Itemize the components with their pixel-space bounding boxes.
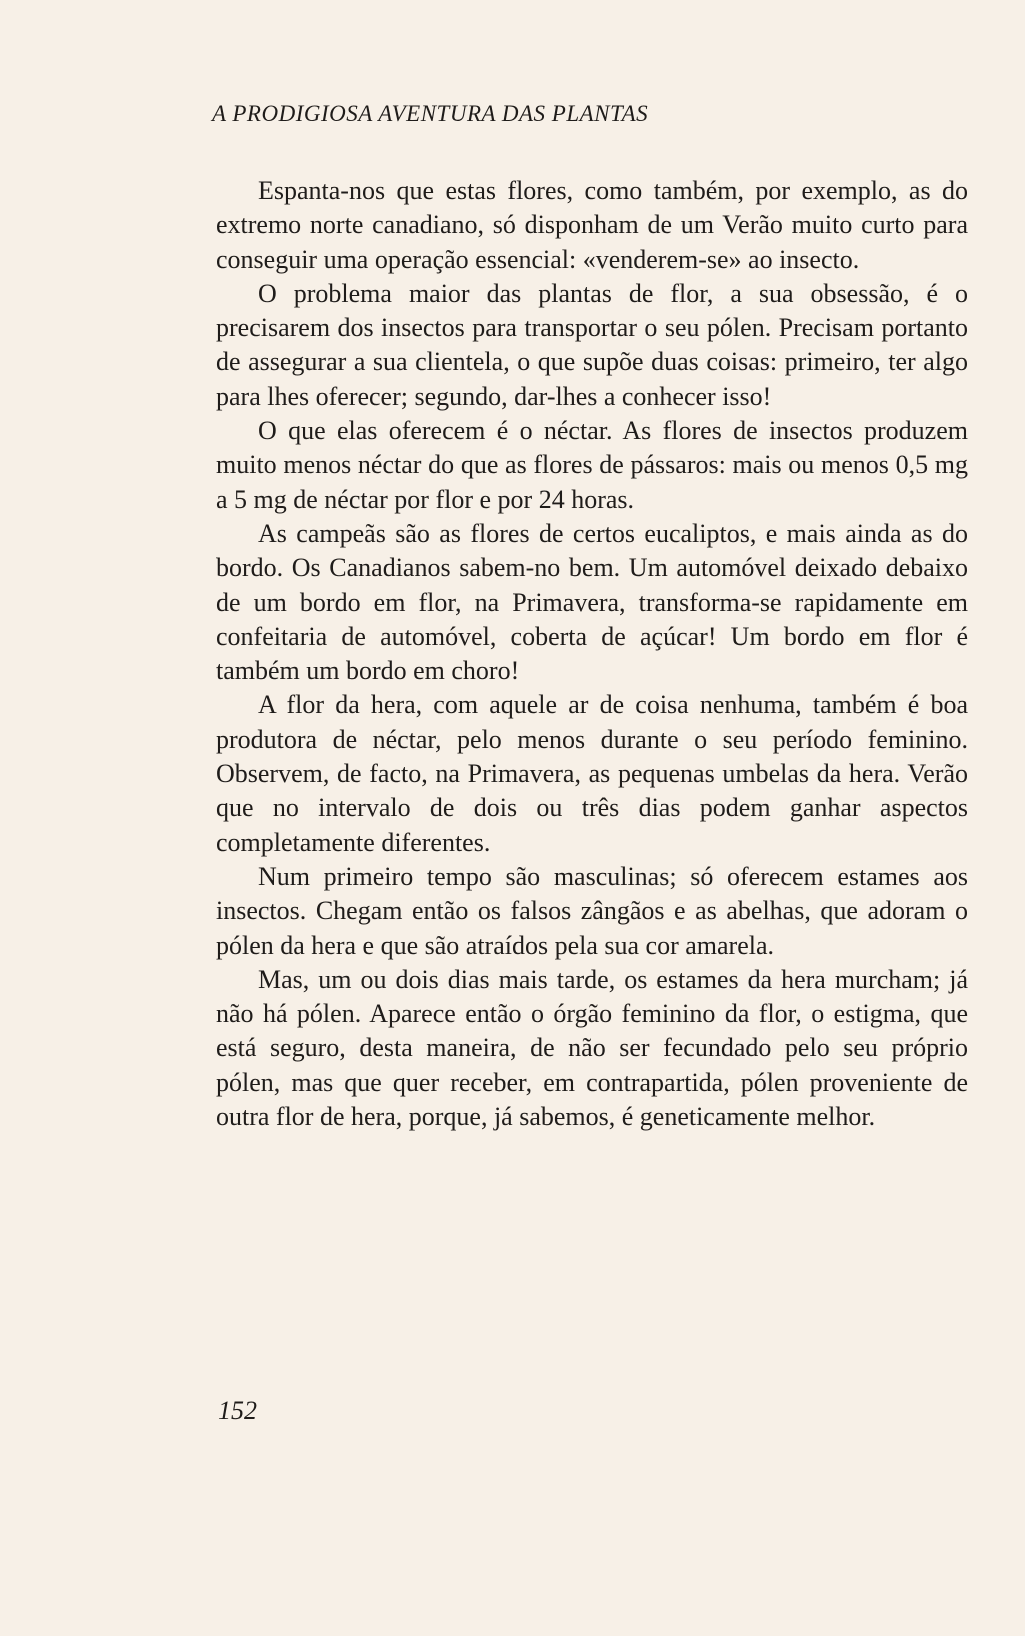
paragraph-5: A flor da hera, com aquele ar de coisa nenhuma, também é boa produtora de néctar, pelo menos durante o seu período feminino. Observem, de facto, na Primavera, as pequenas umbelas da hera. Verão que no intervalo de dois ou três dias podem ganhar aspectos completamente diferentes. [216, 690, 968, 857]
running-head: A PRODIGIOSA AVENTURA DAS PLANTAS [212, 101, 649, 126]
page-number: 152 [218, 1396, 257, 1425]
paragraph-1: Espanta-nos que estas flores, como também, por exemplo, as do extremo norte canadiano, só disponham de um Verão muito curto para conseguir uma operação essencial: «venderem-se» ao insecto. [216, 176, 968, 274]
paragraph-7: Mas, um ou dois dias mais tarde, os estames da hera murcham; já não há pólen. Aparece então o órgão feminino da flor, o estigma, que está seguro, desta maneira, de não ser fecundado pelo seu próprio pólen, mas que quer receber, em contrapartida, pólen proveniente de outra flor de hera, porque, já sabemos, é geneticamente melhor. [216, 964, 968, 1132]
paragraph-2: O problema maior das plantas de flor, a sua obsessão, é o precisarem dos insectos para transportar o seu pólen. Precisam portanto de assegurar a sua clientela, o que supõe duas coisas: primeiro, ter algo para lhes oferecer; segundo, dar-lhes a conhecer isso! [216, 278, 968, 411]
paragraph-3: O que elas oferecem é o néctar. As flores de insectos produzem muito menos néctar do que as flores de pássaros: mais ou menos 0,5 mg a 5 mg de néctar por flor e por 24 horas. [216, 416, 968, 514]
paragraph-6: Num primeiro tempo são masculinas; só oferecem estames aos insectos. Chegam então os falsos zângãos e as abelhas, que adoram o pólen da hera e que são atraídos pela sua cor amarela. [216, 861, 968, 960]
paragraph-4: As campeãs são as flores de certos eucaliptos, e mais ainda as do bordo. Os Canadianos sabem-no bem. Um automóvel deixado debaixo de um bordo em flor, na Primavera, transforma-se rapidamente em confeitaria de automóvel, coberta de açúcar! Um bordo em flor é também um bordo em choro! [216, 518, 968, 686]
body-text [216, 174, 968, 1134]
